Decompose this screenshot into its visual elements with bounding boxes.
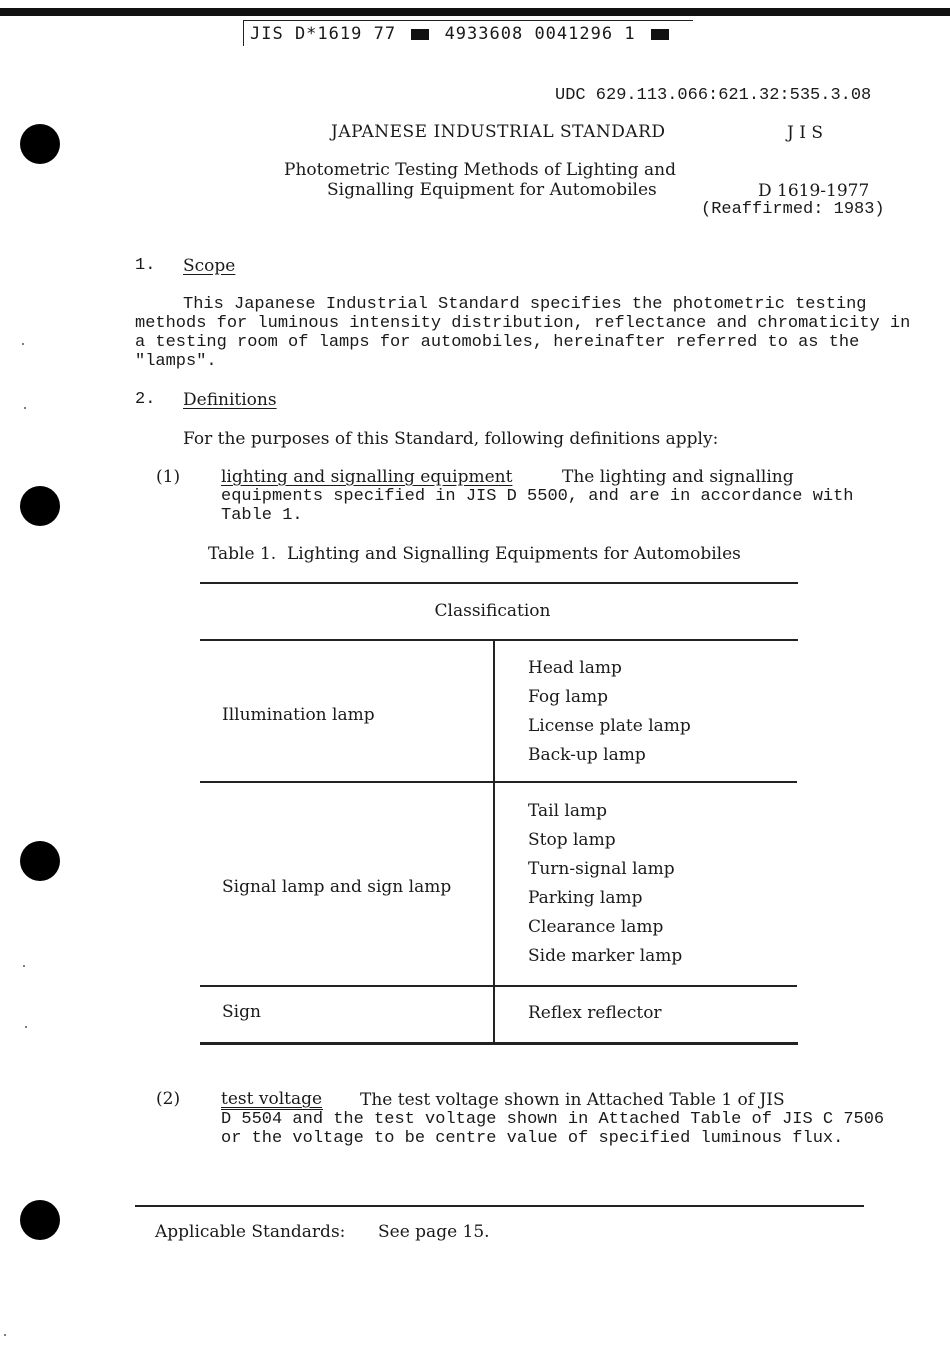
table-group-label: Illumination lamp bbox=[222, 705, 375, 725]
table-top-rule bbox=[200, 582, 798, 584]
table-caption: Table 1. Lighting and Signalling Equipments for Automobiles bbox=[208, 544, 741, 564]
def2-line2-rest: the test voltage shown in Attached Table of JIS C 7506 bbox=[323, 1110, 885, 1129]
sec1-line: "lamps". bbox=[135, 352, 217, 371]
code-right: 4933608 0041296 1 bbox=[444, 24, 636, 44]
table-item: License plate lamp bbox=[528, 716, 691, 736]
table-row-rule bbox=[200, 781, 797, 783]
table-group-label: Sign bbox=[222, 1002, 261, 1022]
speck bbox=[4, 1334, 6, 1336]
table-item: Side marker lamp bbox=[528, 946, 683, 966]
def1-term: lighting and signalling equipment bbox=[221, 467, 513, 487]
table-item: Stop lamp bbox=[528, 830, 616, 850]
def2-line2 bbox=[221, 1110, 884, 1129]
footer-ref: See page 15. bbox=[378, 1222, 490, 1242]
table-item: Clearance lamp bbox=[528, 917, 664, 937]
table-item: Fog lamp bbox=[528, 687, 608, 707]
def1-text: The lighting and signalling bbox=[562, 467, 794, 487]
def1-line2: equipments specified in JIS D 5500, and are in accordance with bbox=[221, 487, 854, 506]
speck bbox=[25, 1026, 27, 1028]
table-item: Parking lamp bbox=[528, 888, 643, 908]
speck bbox=[24, 407, 26, 409]
document-code bbox=[243, 20, 693, 46]
sec1-line: methods for luminous intensity distribution, reflectance and chromaticity in bbox=[135, 314, 911, 333]
sec2-number: 2. bbox=[135, 390, 156, 409]
sec1-number: 1. bbox=[135, 256, 156, 275]
binder-hole bbox=[20, 124, 60, 164]
binder-hole bbox=[20, 841, 60, 881]
sec1-line: This Japanese Industrial Standard specifies the photometric testing bbox=[183, 295, 867, 314]
table-item: Back-up lamp bbox=[528, 745, 646, 765]
table-item: Turn-signal lamp bbox=[528, 859, 675, 879]
sec2-heading: Definitions bbox=[183, 390, 277, 410]
udc-code: UDC 629.113.066:621.32:535.3.08 bbox=[555, 86, 872, 105]
table-group-label: Signal lamp and sign lamp bbox=[222, 877, 452, 897]
sec1-heading: Scope bbox=[183, 256, 236, 276]
jis-mark: J I S bbox=[787, 123, 823, 143]
block-mark bbox=[411, 29, 429, 40]
standard-title: JAPANESE INDUSTRIAL STANDARD bbox=[331, 122, 666, 142]
table-column-divider bbox=[493, 640, 495, 1043]
speck bbox=[23, 965, 25, 967]
block-mark bbox=[651, 29, 669, 40]
sec1-line: a testing room of lamps for automobiles, hereinafter referred to as the bbox=[135, 333, 860, 352]
speck bbox=[22, 343, 24, 345]
table-items bbox=[528, 797, 682, 971]
def2-line3: or the voltage to be centre value of specified luminous flux. bbox=[221, 1129, 844, 1148]
def2-term: test voltage bbox=[221, 1089, 323, 1109]
code-left: JIS D*1619 77 bbox=[250, 24, 397, 44]
binder-hole bbox=[20, 1200, 60, 1240]
table-items bbox=[528, 654, 691, 770]
footer-rule bbox=[135, 1205, 864, 1207]
reaffirmed: (Reaffirmed: 1983) bbox=[701, 200, 885, 219]
table-row-rule bbox=[200, 985, 797, 987]
def2-ref: D 5504 and bbox=[221, 1110, 324, 1129]
def2-text: The test voltage shown in Attached Table 1 of JIS bbox=[360, 1090, 785, 1110]
table-item: Tail lamp bbox=[528, 801, 608, 821]
binder-hole bbox=[20, 486, 60, 526]
table-header-rule bbox=[200, 639, 798, 641]
def1-line3: Table 1. bbox=[221, 506, 303, 525]
doc-title-line2: Signalling Equipment for Automobiles bbox=[327, 180, 657, 200]
def2-number: (2) bbox=[156, 1089, 181, 1109]
top-border bbox=[0, 8, 950, 16]
table-bottom-rule bbox=[200, 1042, 798, 1045]
sec2-intro: For the purposes of this Standard, following definitions apply: bbox=[183, 429, 719, 449]
def1-number: (1) bbox=[156, 467, 181, 487]
table-item: Head lamp bbox=[528, 658, 622, 678]
doc-title-line1: Photometric Testing Methods of Lighting and bbox=[284, 160, 676, 180]
doc-number: D 1619-1977 bbox=[758, 181, 870, 201]
table-item: Reflex reflector bbox=[528, 1003, 662, 1023]
table-header: Classification bbox=[434, 601, 551, 621]
footer-label: Applicable Standards: bbox=[155, 1222, 346, 1242]
